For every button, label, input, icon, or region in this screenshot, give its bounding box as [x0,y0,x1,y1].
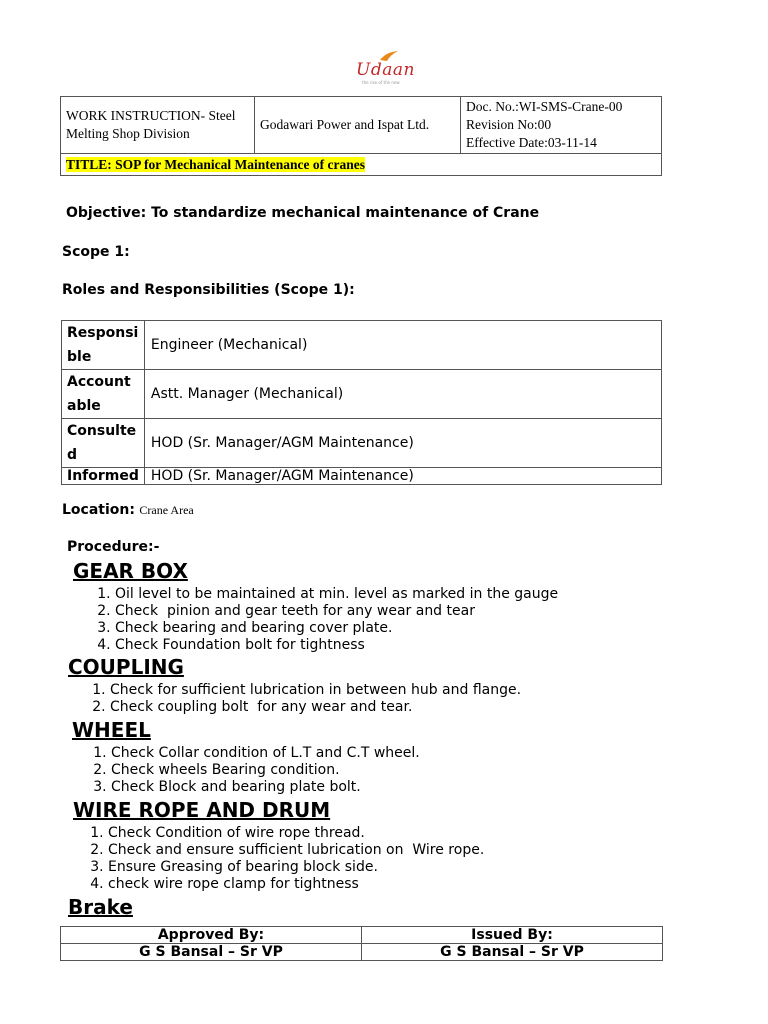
roles-table [61,320,662,485]
revision-number: Revision No:00 [466,117,552,132]
list-item: 2. Check and ensure sufficient lubrication on Wire rope. [108,842,484,859]
list-item: 2. Check pinion and gear teeth for any wear and tear [115,603,558,620]
list-item: 2. Check wheels Bearing condition. [111,762,420,779]
list-item: 1. Check for sufficient lubrication in between hub and flange. [110,682,521,699]
role-key: Account able [62,370,145,419]
approval-table [60,926,663,961]
location-line [62,502,194,518]
logo-tagline: the rise of the new [362,80,400,85]
table-row [62,370,662,419]
roles-heading: Roles and Responsibilities (Scope 1): [62,282,355,298]
role-key: Responsi ble [62,321,145,370]
coupling-steps [90,682,521,716]
scope-heading: Scope 1: [62,244,130,260]
role-key: Informed [62,468,145,485]
location-value: Crane Area [139,503,194,517]
list-item: 1. Check Condition of wire rope thread. [108,825,484,842]
role-value: HOD (Sr. Manager/AGM Maintenance) [144,419,661,468]
udaan-logo [352,50,424,86]
effective-date: Effective Date:03-11-14 [466,135,597,150]
procedure-label: Procedure:- [67,539,160,555]
table-row [61,944,663,961]
role-value: Astt. Manager (Mechanical) [144,370,661,419]
list-item: 3. Ensure Greasing of bearing block side. [108,859,484,876]
work-instruction-cell: WORK INSTRUCTION- Steel Melting Shop Division [61,97,255,154]
table-row [62,321,662,370]
section-heading-wire-rope: WIRE ROPE AND DRUM [73,798,331,822]
doc-number: Doc. No.:WI-SMS-Crane-00 [466,99,623,114]
list-item: 3. Check bearing and bearing cover plate. [115,620,558,637]
company-name-cell: Godawari Power and Ispat Ltd. [255,97,461,154]
approved-by-label: Approved By: [61,927,362,944]
document-header-table [60,96,662,176]
doc-info-cell [461,97,662,154]
issued-by-label: Issued By: [362,927,663,944]
role-value: HOD (Sr. Manager/AGM Maintenance) [144,468,661,485]
role-key: Consulte d [62,419,145,468]
location-label: Location: [62,502,135,518]
list-item: 4. Check Foundation bolt for tightness [115,637,558,654]
objective-text: Objective: To standardize mechanical maintenance of Crane [66,205,540,221]
list-item: 1. Check Collar condition of L.T and C.T wheel. [111,745,420,762]
table-row [61,927,663,944]
list-item: 4. check wire rope clamp for tightness [108,876,484,893]
section-heading-wheel: WHEEL [72,718,151,742]
approved-by-name: G S Bansal – Sr VP [61,944,362,961]
document-title: TITLE: SOP for Mechanical Maintenance of cranes [66,156,365,172]
issued-by-name: G S Bansal – Sr VP [362,944,663,961]
gear-box-steps [95,586,558,654]
title-cell [61,154,662,176]
section-heading-coupling: COUPLING [68,655,184,679]
list-item: 1. Oil level to be maintained at min. level as marked in the gauge [115,586,558,603]
table-row [62,419,662,468]
list-item: 2. Check coupling bolt for any wear and tear. [110,699,521,716]
section-heading-brake: Brake [68,895,133,919]
role-value: Engineer (Mechanical) [144,321,661,370]
logo-wordmark: Udaan [356,60,415,80]
wheel-steps [91,745,420,796]
section-heading-gear-box: GEAR BOX [73,559,188,583]
list-item: 3. Check Block and bearing plate bolt. [111,779,420,796]
table-row [62,468,662,485]
wire-rope-steps [88,825,484,893]
